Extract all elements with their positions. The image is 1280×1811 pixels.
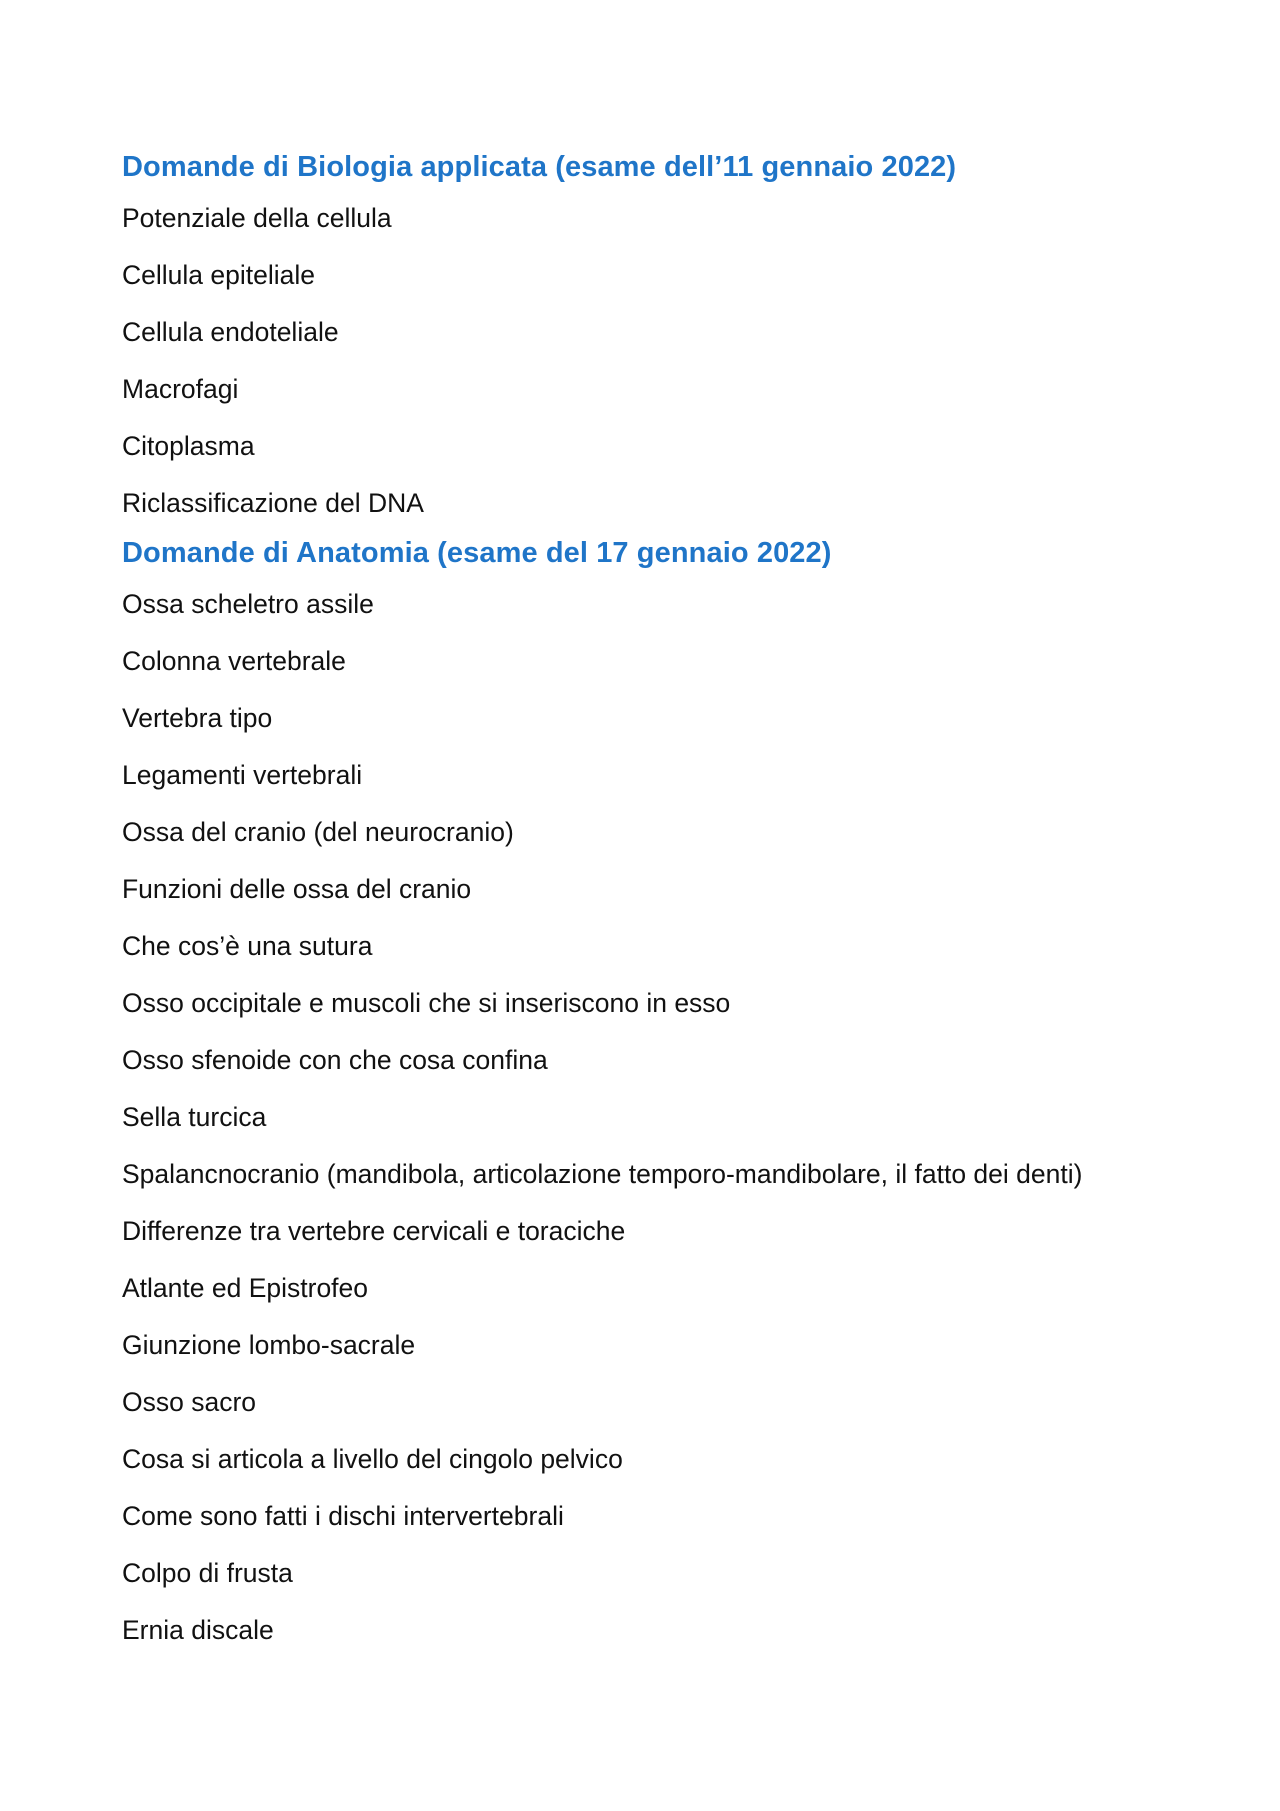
- list-item: Giunzione lombo-sacrale: [122, 1330, 416, 1360]
- list-item: Differenze tra vertebre cervicali e toraciche: [122, 1216, 626, 1246]
- list-item: Spalancnocranio (mandibola, articolazione temporo-mandibolare, il fatto dei denti): [122, 1159, 1083, 1189]
- list-item: Cellula endoteliale: [122, 317, 339, 347]
- list-item: Colonna vertebrale: [122, 646, 346, 676]
- list-item: Potenziale della cellula: [122, 203, 392, 233]
- list-item: Come sono fatti i dischi intervertebrali: [122, 1501, 564, 1531]
- list-item: Macrofagi: [122, 374, 239, 404]
- biology-question-list: [122, 202, 1182, 519]
- anatomy-section: [122, 536, 1182, 1646]
- biology-section-title: Domande di Biologia applicata (esame dell’11 gennaio 2022): [122, 151, 957, 183]
- list-item: Riclassificazione del DNA: [122, 488, 424, 518]
- list-item: Osso sacro: [122, 1387, 257, 1417]
- biology-section: [122, 150, 1182, 519]
- list-item: Cellula epiteliale: [122, 260, 315, 290]
- anatomy-question-list: [122, 588, 1182, 1646]
- list-item: Vertebra tipo: [122, 703, 273, 733]
- list-item: Cosa si articola a livello del cingolo pelvico: [122, 1444, 623, 1474]
- list-item: Funzioni delle ossa del cranio: [122, 874, 472, 904]
- list-item: Ernia discale: [122, 1615, 274, 1645]
- document-content: [122, 150, 1182, 1671]
- list-item: Colpo di frusta: [122, 1558, 293, 1588]
- list-item: Che cos’è una sutura: [122, 931, 373, 961]
- list-item: Legamenti vertebrali: [122, 760, 363, 790]
- list-item: Citoplasma: [122, 431, 255, 461]
- list-item: Sella turcica: [122, 1102, 267, 1132]
- list-item: Osso sfenoide con che cosa confina: [122, 1045, 548, 1075]
- anatomy-section-title: Domande di Anatomia (esame del 17 gennaio 2022): [122, 537, 832, 569]
- list-item: Ossa del cranio (del neurocranio): [122, 817, 514, 847]
- list-item: Osso occipitale e muscoli che si inseriscono in esso: [122, 988, 731, 1018]
- list-item: Ossa scheletro assile: [122, 589, 374, 619]
- list-item: Atlante ed Epistrofeo: [122, 1273, 369, 1303]
